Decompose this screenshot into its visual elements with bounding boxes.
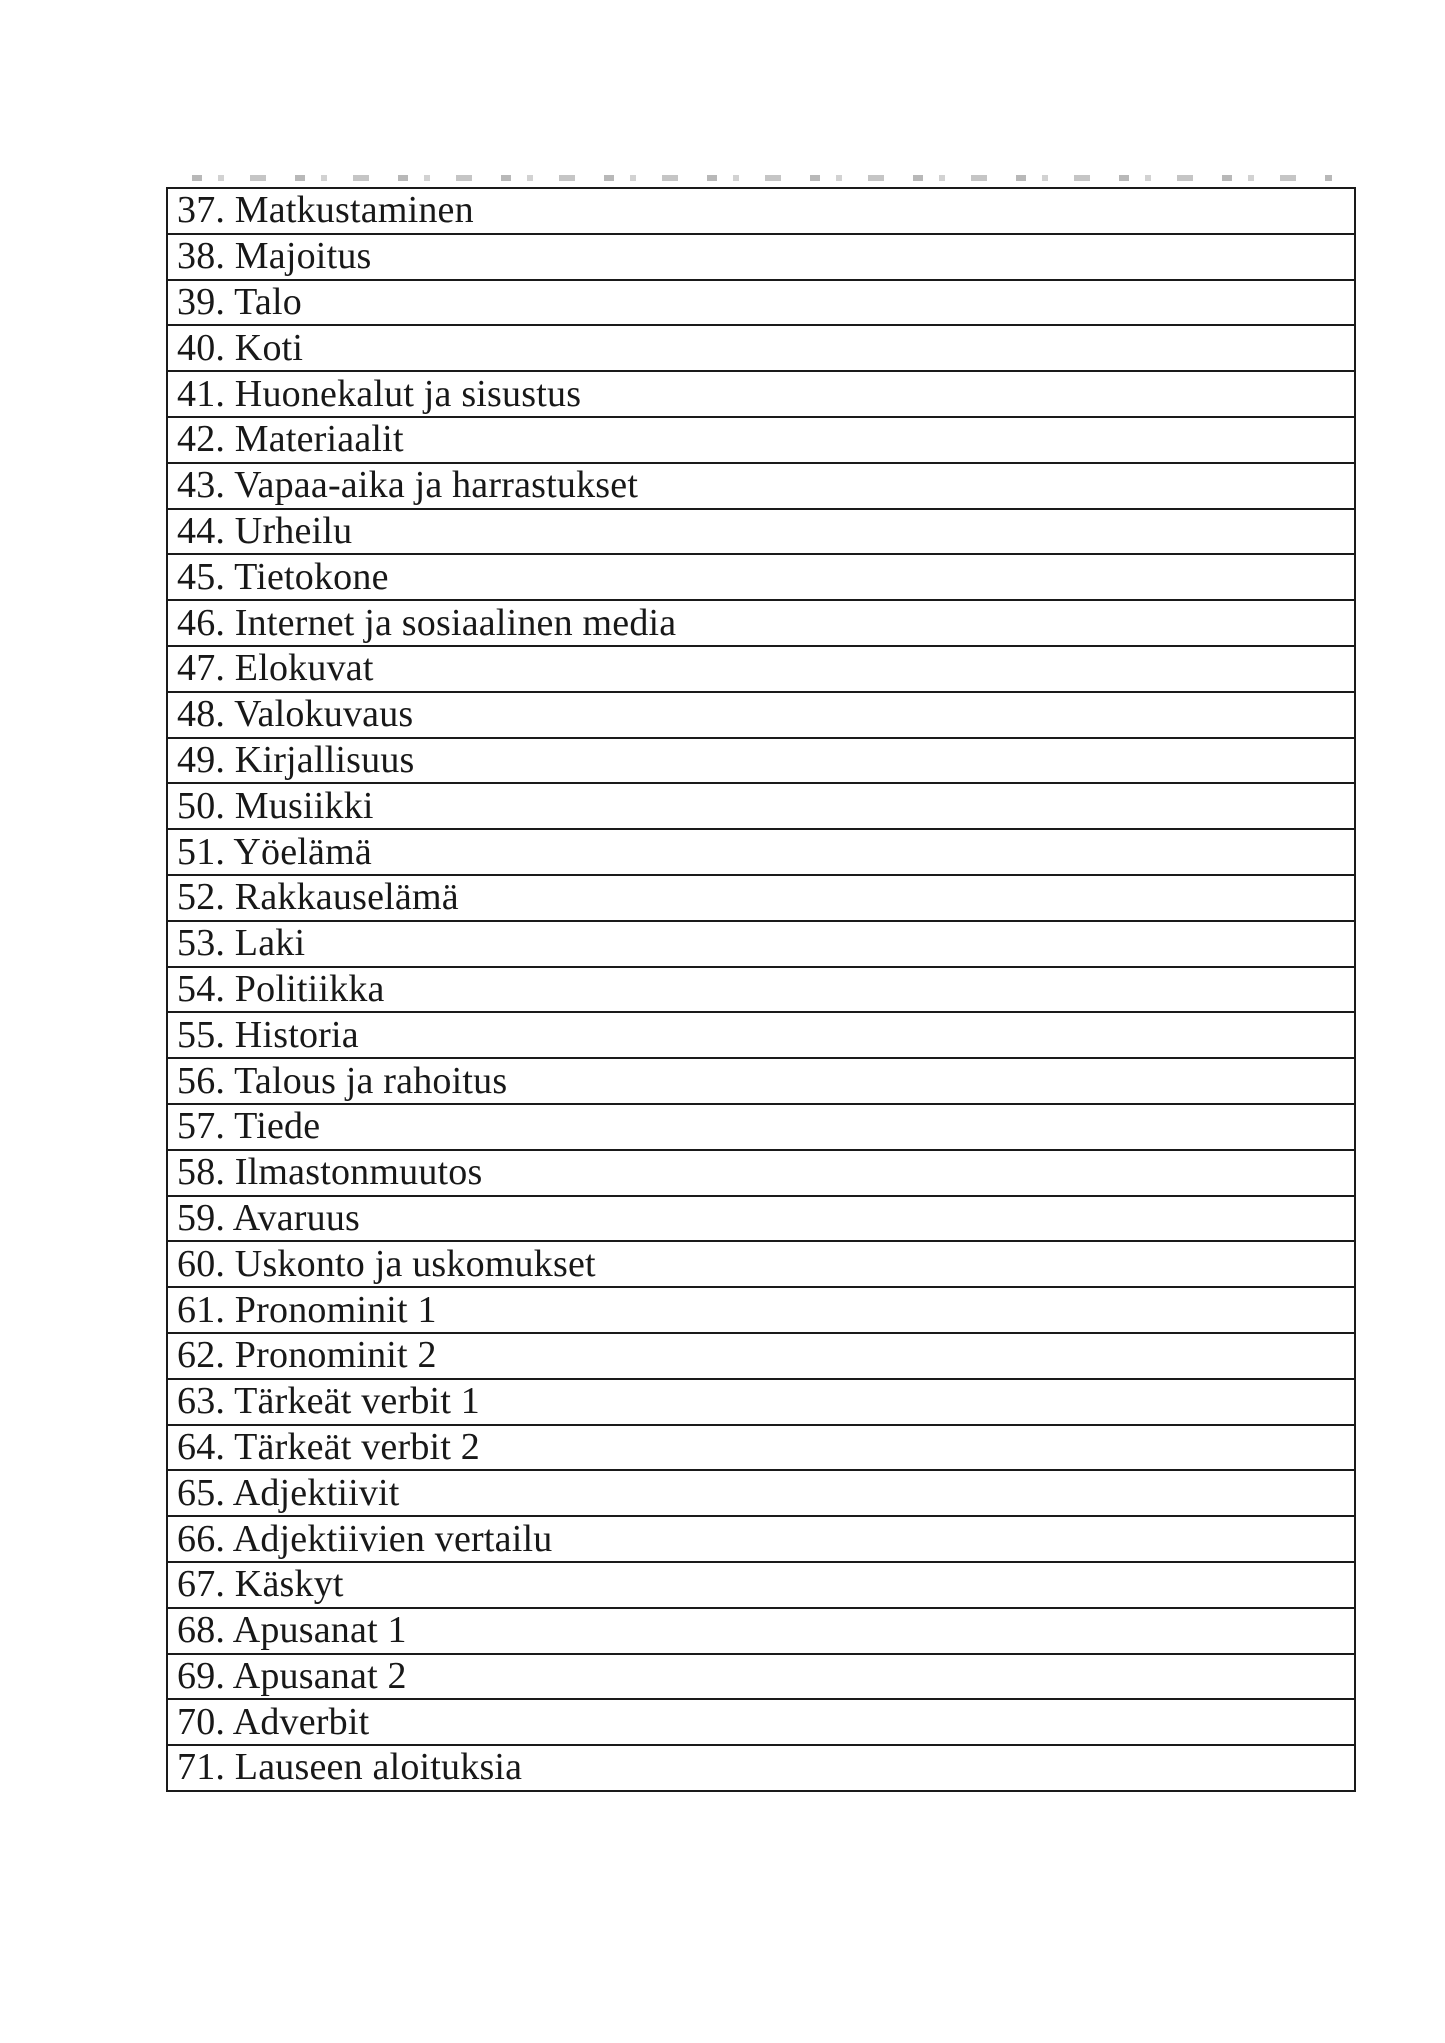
toc-row xyxy=(168,189,1354,235)
toc-row xyxy=(168,464,1354,510)
toc-row-text: 43. Vapaa-aika ja harrastukset xyxy=(177,464,639,507)
toc-row xyxy=(168,784,1354,830)
toc-row-text: 46. Internet ja sosiaalinen media xyxy=(177,601,677,644)
toc-row-text: 44. Urheilu xyxy=(177,509,353,552)
table-of-contents xyxy=(166,187,1356,1792)
toc-row-text: 59. Avaruus xyxy=(177,1196,361,1239)
toc-row xyxy=(168,372,1354,418)
toc-row xyxy=(168,693,1354,739)
toc-row xyxy=(168,326,1354,372)
toc-row-text: 50. Musiikki xyxy=(177,784,374,827)
toc-row xyxy=(168,1242,1354,1288)
toc-row xyxy=(168,1746,1354,1790)
toc-row xyxy=(168,281,1354,327)
toc-row xyxy=(168,1426,1354,1472)
toc-row xyxy=(168,647,1354,693)
toc-row xyxy=(168,1059,1354,1105)
toc-row-text: 55. Historia xyxy=(177,1013,359,1056)
toc-row xyxy=(168,1288,1354,1334)
toc-row xyxy=(168,1517,1354,1563)
toc-row-text: 64. Tärkeät verbit 2 xyxy=(177,1425,480,1468)
toc-row-text: 61. Pronominit 1 xyxy=(177,1288,437,1331)
toc-row-text: 42. Materiaalit xyxy=(177,418,404,461)
toc-row-text: 60. Uskonto ja uskomukset xyxy=(177,1242,596,1285)
toc-row-text: 47. Elokuvat xyxy=(177,647,374,690)
toc-row-text: 49. Kirjallisuus xyxy=(177,738,415,781)
toc-row-text: 63. Tärkeät verbit 1 xyxy=(177,1380,480,1423)
toc-row-text: 40. Koti xyxy=(177,326,304,369)
toc-row xyxy=(168,876,1354,922)
toc-row-text: 53. Laki xyxy=(177,922,306,965)
toc-row xyxy=(168,739,1354,785)
toc-row-text: 56. Talous ja rahoitus xyxy=(177,1059,508,1102)
toc-row-text: 66. Adjektiivien vertailu xyxy=(177,1517,553,1560)
toc-row-text: 48. Valokuvaus xyxy=(177,693,414,736)
toc-row xyxy=(168,1105,1354,1151)
toc-row xyxy=(168,1655,1354,1701)
toc-row-text: 45. Tietokone xyxy=(177,555,389,598)
toc-row-text: 65. Adjektiivit xyxy=(177,1471,400,1514)
toc-row xyxy=(168,830,1354,876)
toc-row xyxy=(168,1013,1354,1059)
toc-row-text: 62. Pronominit 2 xyxy=(177,1334,437,1377)
toc-row xyxy=(168,1334,1354,1380)
toc-row-text: 58. Ilmastonmuutos xyxy=(177,1151,483,1194)
toc-row xyxy=(168,922,1354,968)
toc-row xyxy=(168,418,1354,464)
toc-row xyxy=(168,1563,1354,1609)
toc-row-text: 37. Matkustaminen xyxy=(177,189,474,232)
toc-row-text: 51. Yöelämä xyxy=(177,830,372,873)
toc-row xyxy=(168,601,1354,647)
toc-row xyxy=(168,1609,1354,1655)
cutoff-text-remnant xyxy=(192,175,1332,181)
toc-row-text: 54. Politiikka xyxy=(177,967,385,1010)
toc-row-text: 67. Käskyt xyxy=(177,1563,344,1606)
toc-row-text: 38. Majoitus xyxy=(177,235,372,278)
toc-row-text: 57. Tiede xyxy=(177,1105,321,1148)
toc-row-text: 41. Huonekalut ja sisustus xyxy=(177,372,582,415)
toc-row-text: 52. Rakkauselämä xyxy=(177,876,459,919)
toc-row-text: 71. Lauseen aloituksia xyxy=(177,1746,523,1789)
toc-row xyxy=(168,555,1354,601)
toc-row xyxy=(168,235,1354,281)
toc-row xyxy=(168,1151,1354,1197)
toc-row-text: 69. Apusanat 2 xyxy=(177,1654,407,1697)
toc-row-text: 39. Talo xyxy=(177,280,302,323)
toc-row-text: 68. Apusanat 1 xyxy=(177,1609,407,1652)
toc-row xyxy=(168,968,1354,1014)
toc-row xyxy=(168,1471,1354,1517)
toc-row xyxy=(168,1380,1354,1426)
toc-row-text: 70. Adverbit xyxy=(177,1700,370,1743)
toc-row xyxy=(168,1197,1354,1243)
toc-row xyxy=(168,1700,1354,1746)
toc-row xyxy=(168,510,1354,556)
